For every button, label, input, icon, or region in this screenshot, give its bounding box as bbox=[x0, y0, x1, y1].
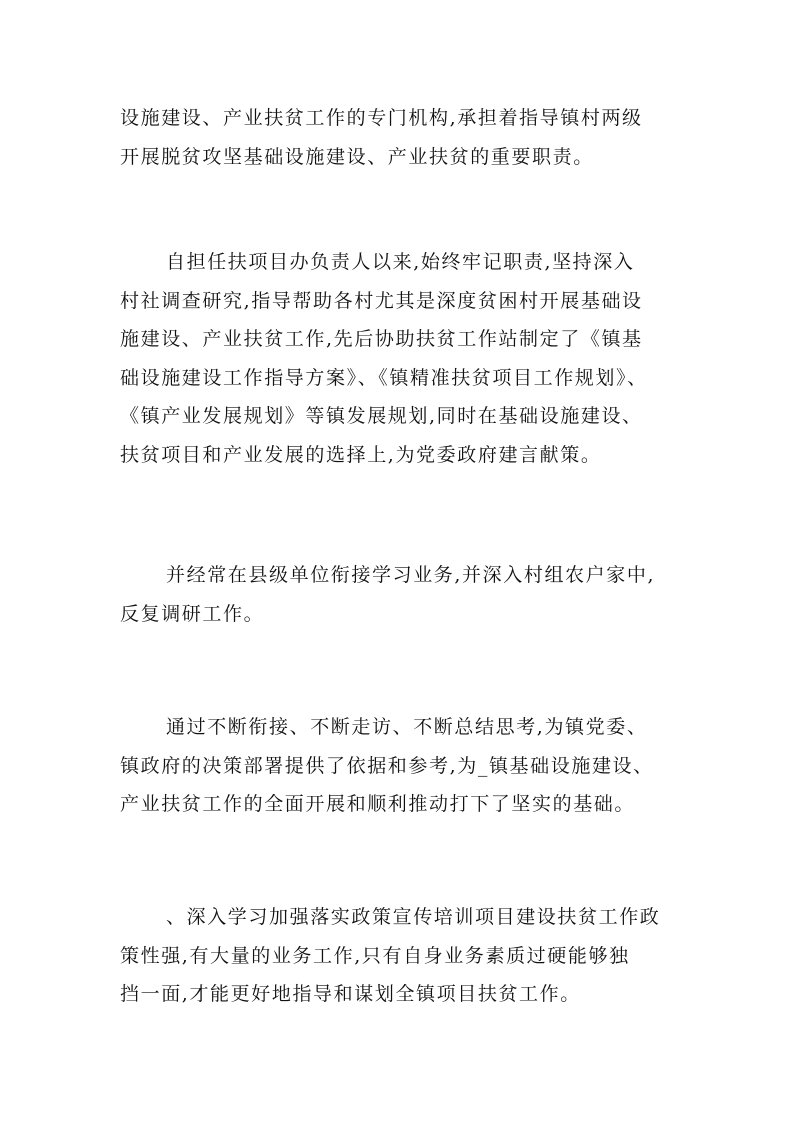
paragraph-3 bbox=[120, 556, 680, 633]
paragraph-line: 自担任扶项目办负责人以来,始终牢记职责,坚持深入 bbox=[166, 251, 635, 273]
paragraph-line: 扶贫项目和产业发展的选择上,为党委政府建言献策。 bbox=[120, 443, 602, 466]
paragraph-line: 产业扶贫工作的全面开展和顺利推动打下了坚实的基础。 bbox=[120, 793, 636, 815]
paragraph-line: 设施建设、产业扶贫工作的专门机构,承担着指导镇村两级 bbox=[120, 107, 643, 129]
paragraph-4 bbox=[120, 708, 680, 824]
paragraph-line: 《镇产业发展规划》等镇发展规划,同时在基础设施建设、 bbox=[120, 405, 643, 427]
paragraph-line: 、深入学习加强落实政策宣传培训项目建设扶贫工作政 bbox=[166, 906, 661, 928]
paragraph-line: 镇政府的决策部署提供了依据和参考,为_镇基础设施建设、 bbox=[120, 754, 654, 777]
paragraph-line: 础设施建设工作指导方案》、《镇精准扶贫项目工作规划》、 bbox=[120, 366, 648, 389]
paragraph-1 bbox=[120, 99, 680, 176]
paragraph-line: 策性强,有大量的业务工作,只有自身业务素质过硬能够独 bbox=[120, 944, 630, 967]
paragraph-line: 施建设、产业扶贫工作,先后协助扶贫工作站制定了《镇基 bbox=[120, 328, 643, 350]
paragraph-line: 通过不断衔接、不断走访、不断总结思考,为镇党委、 bbox=[166, 716, 648, 738]
paragraph-line: 反复调研工作。 bbox=[120, 602, 265, 625]
paragraph-line: 挡一面,才能更好地指导和谋划全镇项目扶贫工作。 bbox=[120, 983, 581, 1005]
paragraph-line: 并经常在县级单位衔接学习业务,并深入村组农户家中, bbox=[166, 564, 656, 586]
paragraph-line: 村社调查研究,指导帮助各村尤其是深度贫困村开展基础设 bbox=[120, 289, 643, 312]
paragraph-2 bbox=[120, 243, 680, 474]
paragraph-5 bbox=[120, 898, 680, 1014]
paragraph-line: 开展脱贫攻坚基础设施建设、产业扶贫的重要职责。 bbox=[120, 145, 594, 168]
